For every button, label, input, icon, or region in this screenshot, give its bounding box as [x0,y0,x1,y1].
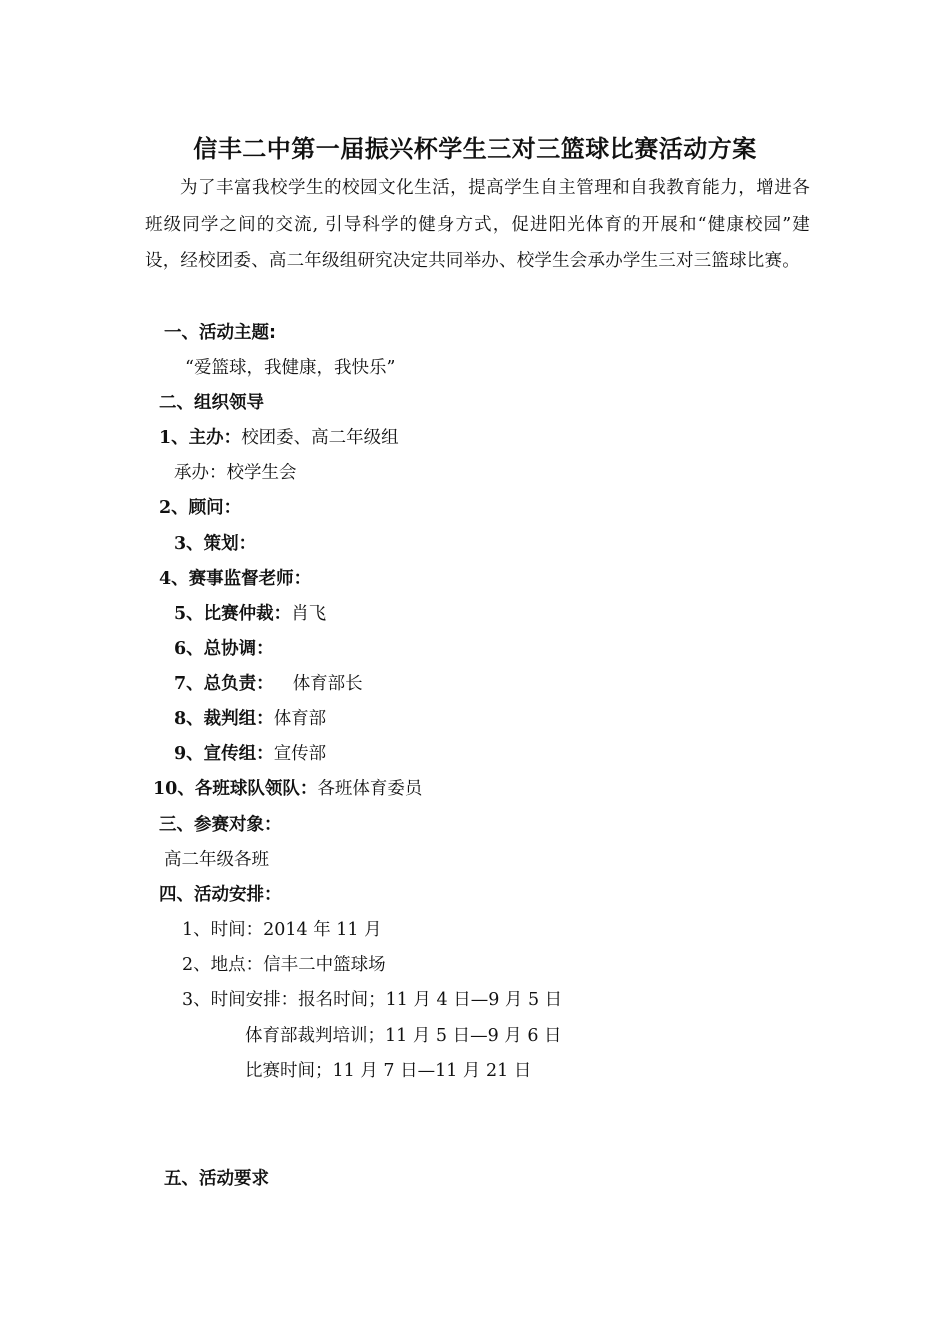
section-participants-heading: 三、参赛对象： [159,815,282,835]
arbitration-label: 5、比赛仲裁： [174,604,292,624]
advisor-row: 2、顾问： [159,498,242,518]
section-theme-text: “爱篮球，我健康，我快乐” [185,358,396,378]
section-schedule-heading: 四、活动安排： [159,885,282,905]
co-organizer-row [174,460,297,486]
publicity-label: 9、宣传组： [174,744,274,764]
responsible-label: 7、总负责： [174,674,274,694]
organizer-value: 校团委、高二年级组 [241,428,399,448]
co-organizer-text: 承办：校学生会 [174,463,297,483]
team-leader-row [153,776,422,802]
document-title: 信丰二中第一届振兴杯学生三对三篮球比赛活动方案 [193,135,757,163]
responsible-row [174,671,363,697]
arbitration-row [174,601,326,627]
event-place: 2、地点：信丰二中篮球场 [182,955,386,975]
arbitration-value: 肖飞 [291,604,327,624]
organizer-row [159,425,399,451]
supervisor-row: 4、赛事监督老师： [159,569,312,589]
referee-training-schedule: 体育部裁判培训；11 月 5 日—9 月 6 日 [245,1026,562,1046]
planner-row: 3、策划： [174,534,257,554]
section-organization-heading: 二、组织领导 [159,393,264,413]
referee-row [174,706,326,732]
referee-label: 8、裁判组： [174,709,274,729]
section-theme-heading: 一、活动主题: [164,323,276,343]
organizer-label: 1、主办： [159,428,242,448]
publicity-value: 宣传部 [273,744,327,764]
section-requirements-heading: 五、活动要求 [164,1169,269,1189]
participants-text: 高二年级各班 [164,850,269,870]
intro-paragraph: 为了丰富我校学生的校园文化生活，提高学生自主管理和自我教育能力，增进各班级同学之间的交流, 引导科学的健身方式，促进阳光体育的开展和“健康校园”建设，经校团委、高二年级组研究决定共同举办、校学生会承办学生三对三篮球比赛。 [145,178,810,271]
publicity-row [174,741,326,767]
responsible-value: 体育部长 [292,674,363,694]
match-schedule: 比赛时间；11 月 7 日—11 月 21 日 [245,1061,532,1081]
event-time: 1、时间：2014 年 11 月 [182,920,382,940]
coordinator-row: 6、总协调： [174,639,274,659]
team-leader-value: 各班体育委员 [317,779,423,799]
registration-schedule: 3、时间安排：报名时间；11 月 4 日—9 月 5 日 [182,990,563,1010]
referee-value: 体育部 [273,709,327,729]
team-leader-label: 10、各班球队领队： [153,779,318,799]
